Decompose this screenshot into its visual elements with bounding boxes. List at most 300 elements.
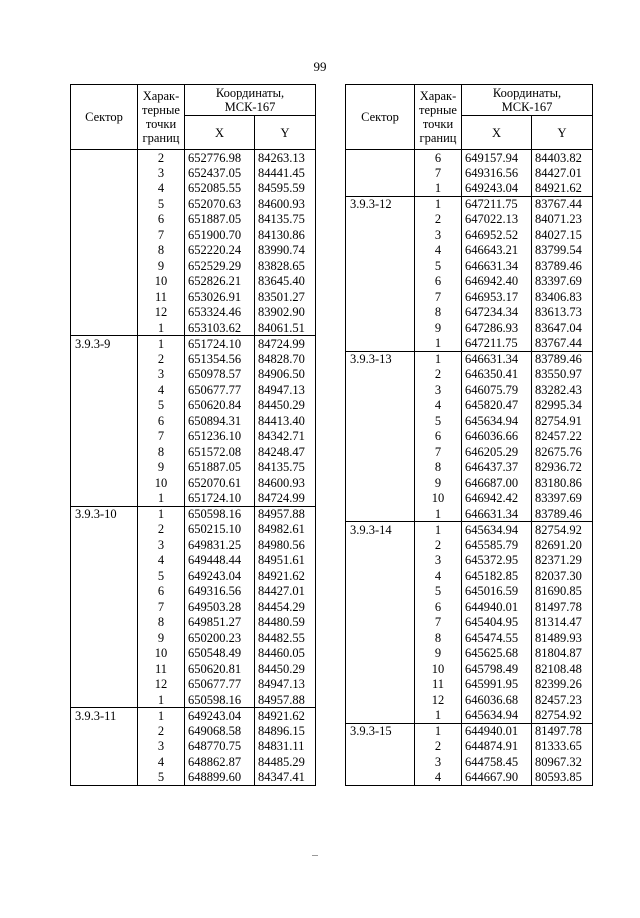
y-coordinate: 82037.30: [532, 568, 593, 584]
y-coordinate: 81489.93: [532, 630, 593, 646]
x-coordinate: 651887.05: [185, 212, 255, 228]
point-number: 1: [415, 708, 462, 724]
x-coordinate: 645625.68: [462, 646, 532, 662]
sector-cell: [71, 305, 138, 321]
table-row: [71, 506, 316, 522]
table-row: [71, 754, 316, 770]
y-coordinate: 84921.62: [532, 181, 593, 197]
table-row: [71, 165, 316, 181]
x-coordinate: 646205.29: [462, 444, 532, 460]
y-coordinate: 84263.13: [255, 150, 316, 166]
point-number: 6: [138, 413, 185, 429]
y-coordinate: 83550.97: [532, 367, 593, 383]
sector-cell: [346, 413, 415, 429]
y-coordinate: 84828.70: [255, 351, 316, 367]
table-row: [71, 661, 316, 677]
sector-cell: [71, 770, 138, 786]
x-coordinate: 652826.21: [185, 274, 255, 290]
sector-cell: [346, 165, 415, 181]
point-number: 8: [415, 630, 462, 646]
sector-cell: [346, 692, 415, 708]
point-number: 1: [415, 522, 462, 538]
table-row: [346, 398, 593, 414]
x-coordinate: 647234.34: [462, 305, 532, 321]
point-number: 1: [138, 491, 185, 507]
header-points: Харак- терные точки границ: [138, 85, 185, 150]
sector-cell: [71, 258, 138, 274]
x-coordinate: 644874.91: [462, 739, 532, 755]
y-coordinate: 84427.01: [532, 165, 593, 181]
x-coordinate: 651354.56: [185, 351, 255, 367]
point-number: 1: [415, 336, 462, 352]
x-coordinate: 649448.44: [185, 553, 255, 569]
x-coordinate: 650677.77: [185, 382, 255, 398]
sector-cell: [346, 506, 415, 522]
table-row: [346, 739, 593, 755]
y-coordinate: 84071.23: [532, 212, 593, 228]
y-coordinate: 82108.48: [532, 661, 593, 677]
sector-cell: 3.9.3-12: [346, 196, 415, 212]
sector-cell: [71, 398, 138, 414]
point-number: 1: [138, 692, 185, 708]
y-coordinate: 84921.62: [255, 568, 316, 584]
x-coordinate: 650200.23: [185, 630, 255, 646]
table-row: [71, 243, 316, 259]
x-coordinate: 646350.41: [462, 367, 532, 383]
y-coordinate: 84347.41: [255, 770, 316, 786]
sector-cell: [346, 537, 415, 553]
y-coordinate: 83397.69: [532, 274, 593, 290]
page-mark: [312, 855, 318, 856]
x-coordinate: 651900.70: [185, 227, 255, 243]
sector-cell: [71, 599, 138, 615]
y-coordinate: 83990.74: [255, 243, 316, 259]
point-number: 8: [138, 615, 185, 631]
y-coordinate: 84957.88: [255, 506, 316, 522]
table-row: [71, 181, 316, 197]
y-coordinate: 84450.29: [255, 661, 316, 677]
point-number: 4: [415, 398, 462, 414]
y-coordinate: 80593.85: [532, 770, 593, 786]
y-coordinate: 84027.15: [532, 227, 593, 243]
x-coordinate: 650620.84: [185, 398, 255, 414]
x-coordinate: 652070.61: [185, 475, 255, 491]
x-coordinate: 650598.16: [185, 506, 255, 522]
point-number: 6: [138, 584, 185, 600]
table-row: [71, 444, 316, 460]
x-coordinate: 647211.75: [462, 196, 532, 212]
coordinates-table-left: [70, 84, 316, 786]
y-coordinate: 83406.83: [532, 289, 593, 305]
table-row: [346, 351, 593, 367]
table-row: [346, 274, 593, 290]
sector-cell: [71, 630, 138, 646]
y-coordinate: 83789.46: [532, 351, 593, 367]
point-number: 9: [138, 460, 185, 476]
sector-cell: [346, 677, 415, 693]
point-number: 8: [138, 444, 185, 460]
y-coordinate: 80967.32: [532, 754, 593, 770]
y-coordinate: 83180.86: [532, 475, 593, 491]
table-row: [71, 708, 316, 724]
y-coordinate: 84947.13: [255, 677, 316, 693]
x-coordinate: 647211.75: [462, 336, 532, 352]
point-number: 4: [138, 181, 185, 197]
sector-cell: [71, 491, 138, 507]
y-coordinate: 82399.26: [532, 677, 593, 693]
y-coordinate: 83282.43: [532, 382, 593, 398]
point-number: 7: [138, 429, 185, 445]
sector-cell: [346, 630, 415, 646]
table-row: [71, 537, 316, 553]
y-coordinate: 84600.93: [255, 475, 316, 491]
point-number: 4: [415, 568, 462, 584]
y-coordinate: 84982.61: [255, 522, 316, 538]
point-number: 7: [138, 599, 185, 615]
sector-cell: [346, 599, 415, 615]
y-coordinate: 84403.82: [532, 150, 593, 166]
table-row: [346, 258, 593, 274]
y-coordinate: 81333.65: [532, 739, 593, 755]
table-row: [71, 475, 316, 491]
sector-cell: [346, 274, 415, 290]
table-row: [346, 289, 593, 305]
table-row: [346, 413, 593, 429]
x-coordinate: 646075.79: [462, 382, 532, 398]
point-number: 1: [138, 320, 185, 336]
y-coordinate: 81497.78: [532, 599, 593, 615]
point-number: 12: [415, 692, 462, 708]
x-coordinate: 646036.66: [462, 429, 532, 445]
point-number: 2: [415, 739, 462, 755]
point-number: 9: [138, 258, 185, 274]
x-coordinate: 652070.63: [185, 196, 255, 212]
table-row: [346, 599, 593, 615]
x-coordinate: 649316.56: [462, 165, 532, 181]
point-number: 4: [138, 754, 185, 770]
point-number: 12: [138, 305, 185, 321]
sector-cell: [346, 227, 415, 243]
point-number: 7: [138, 227, 185, 243]
x-coordinate: 645634.94: [462, 708, 532, 724]
sector-cell: [346, 181, 415, 197]
x-coordinate: 651724.10: [185, 491, 255, 507]
y-coordinate: 84450.29: [255, 398, 316, 414]
point-number: 3: [415, 227, 462, 243]
x-coordinate: 649068.58: [185, 723, 255, 739]
x-coordinate: 645372.95: [462, 553, 532, 569]
sector-cell: [346, 770, 415, 786]
x-coordinate: 652085.55: [185, 181, 255, 197]
sector-cell: [346, 444, 415, 460]
sector-cell: [346, 615, 415, 631]
table-row: [346, 770, 593, 786]
sector-cell: [346, 398, 415, 414]
table-row: [346, 646, 593, 662]
sector-cell: [71, 165, 138, 181]
sector-cell: [71, 553, 138, 569]
x-coordinate: 645820.47: [462, 398, 532, 414]
header-points: Харак- терные точки границ: [415, 85, 462, 150]
table-row: [346, 506, 593, 522]
point-number: 3: [415, 754, 462, 770]
y-coordinate: 84831.11: [255, 739, 316, 755]
x-coordinate: 647286.93: [462, 320, 532, 336]
table-row: [71, 413, 316, 429]
x-coordinate: 650978.57: [185, 367, 255, 383]
sector-cell: [71, 181, 138, 197]
header-x: X: [185, 116, 255, 150]
sector-cell: [71, 615, 138, 631]
y-coordinate: 82936.72: [532, 460, 593, 476]
table-row: [346, 553, 593, 569]
point-number: 7: [415, 289, 462, 305]
sector-cell: [346, 491, 415, 507]
sector-cell: 3.9.3-11: [71, 708, 138, 724]
point-number: 10: [138, 274, 185, 290]
table-row: [346, 429, 593, 445]
point-number: 10: [138, 475, 185, 491]
x-coordinate: 650215.10: [185, 522, 255, 538]
sector-cell: [71, 692, 138, 708]
x-coordinate: 650620.81: [185, 661, 255, 677]
x-coordinate: 645016.59: [462, 584, 532, 600]
table-row: [71, 367, 316, 383]
header-y: Y: [255, 116, 316, 150]
x-coordinate: 649243.04: [185, 568, 255, 584]
x-coordinate: 650894.31: [185, 413, 255, 429]
point-number: 3: [138, 165, 185, 181]
y-coordinate: 84441.45: [255, 165, 316, 181]
table-row: [71, 677, 316, 693]
table-row: [71, 692, 316, 708]
point-number: 3: [138, 537, 185, 553]
y-coordinate: 82457.23: [532, 692, 593, 708]
header-sector: Сектор: [71, 85, 138, 150]
table-row: [71, 305, 316, 321]
sector-cell: [346, 336, 415, 352]
x-coordinate: 652529.29: [185, 258, 255, 274]
point-number: 2: [138, 522, 185, 538]
sector-cell: [346, 150, 415, 166]
point-number: 5: [138, 568, 185, 584]
sector-cell: [71, 320, 138, 336]
sector-cell: [71, 367, 138, 383]
table-row: [71, 584, 316, 600]
header-x: X: [462, 116, 532, 150]
sector-cell: [346, 553, 415, 569]
table-row: [346, 243, 593, 259]
table-row: [71, 770, 316, 786]
sector-cell: [71, 584, 138, 600]
table-row: [346, 537, 593, 553]
x-coordinate: 647022.13: [462, 212, 532, 228]
y-coordinate: 82675.76: [532, 444, 593, 460]
sector-cell: [71, 739, 138, 755]
x-coordinate: 652437.05: [185, 165, 255, 181]
x-coordinate: 646942.40: [462, 274, 532, 290]
x-coordinate: 648770.75: [185, 739, 255, 755]
coordinates-table-right: [345, 84, 593, 786]
y-coordinate: 84248.47: [255, 444, 316, 460]
y-coordinate: 83789.46: [532, 258, 593, 274]
x-coordinate: 650548.49: [185, 646, 255, 662]
point-number: 10: [415, 491, 462, 507]
x-coordinate: 649243.04: [462, 181, 532, 197]
point-number: 7: [415, 444, 462, 460]
x-coordinate: 645798.49: [462, 661, 532, 677]
point-number: 6: [138, 212, 185, 228]
x-coordinate: 651236.10: [185, 429, 255, 445]
table-row: [71, 196, 316, 212]
table-row: [71, 491, 316, 507]
table-row: [346, 382, 593, 398]
point-number: 1: [138, 708, 185, 724]
sector-cell: [71, 444, 138, 460]
x-coordinate: 644667.90: [462, 770, 532, 786]
x-coordinate: 649503.28: [185, 599, 255, 615]
x-coordinate: 653026.91: [185, 289, 255, 305]
x-coordinate: 646437.37: [462, 460, 532, 476]
y-coordinate: 84485.29: [255, 754, 316, 770]
x-coordinate: 646631.34: [462, 258, 532, 274]
x-coordinate: 652220.24: [185, 243, 255, 259]
point-number: 6: [415, 150, 462, 166]
x-coordinate: 649316.56: [185, 584, 255, 600]
point-number: 9: [415, 475, 462, 491]
sector-cell: [71, 661, 138, 677]
x-coordinate: 644758.45: [462, 754, 532, 770]
y-coordinate: 83647.04: [532, 320, 593, 336]
table-row: [346, 305, 593, 321]
point-number: 3: [415, 553, 462, 569]
x-coordinate: 645634.94: [462, 413, 532, 429]
table-row: [71, 258, 316, 274]
table-row: [346, 444, 593, 460]
x-coordinate: 650677.77: [185, 677, 255, 693]
table-row: [346, 227, 593, 243]
sector-cell: [346, 258, 415, 274]
y-coordinate: 81497.78: [532, 723, 593, 739]
table-row: [346, 708, 593, 724]
table-row: [71, 630, 316, 646]
point-number: 8: [138, 243, 185, 259]
x-coordinate: 651572.08: [185, 444, 255, 460]
table-row: [346, 460, 593, 476]
y-coordinate: 84482.55: [255, 630, 316, 646]
y-coordinate: 84480.59: [255, 615, 316, 631]
point-number: 2: [415, 537, 462, 553]
sector-cell: [346, 708, 415, 724]
table-row: [346, 150, 593, 166]
point-number: 2: [138, 150, 185, 166]
point-number: 5: [138, 196, 185, 212]
point-number: 10: [138, 646, 185, 662]
x-coordinate: 648862.87: [185, 754, 255, 770]
x-coordinate: 651724.10: [185, 336, 255, 352]
x-coordinate: 646687.00: [462, 475, 532, 491]
x-coordinate: 646643.21: [462, 243, 532, 259]
y-coordinate: 83767.44: [532, 336, 593, 352]
sector-cell: [346, 739, 415, 755]
sector-cell: [71, 475, 138, 491]
y-coordinate: 84595.59: [255, 181, 316, 197]
y-coordinate: 83828.65: [255, 258, 316, 274]
table-row: [346, 584, 593, 600]
table-row: [346, 475, 593, 491]
x-coordinate: 653324.46: [185, 305, 255, 321]
point-number: 4: [138, 382, 185, 398]
point-number: 2: [415, 212, 462, 228]
y-coordinate: 84460.05: [255, 646, 316, 662]
y-coordinate: 84135.75: [255, 460, 316, 476]
header-y: Y: [532, 116, 593, 150]
table-row: [71, 398, 316, 414]
point-number: 11: [415, 677, 462, 693]
sector-cell: [71, 429, 138, 445]
table-row: [346, 692, 593, 708]
y-coordinate: 84980.56: [255, 537, 316, 553]
table-row: [346, 661, 593, 677]
sector-cell: 3.9.3-13: [346, 351, 415, 367]
table-row: [346, 196, 593, 212]
table-row: [71, 274, 316, 290]
table-row: [346, 181, 593, 197]
table-row: [346, 723, 593, 739]
sector-cell: [346, 475, 415, 491]
y-coordinate: 82457.22: [532, 429, 593, 445]
sector-cell: [71, 723, 138, 739]
point-number: 5: [415, 413, 462, 429]
y-coordinate: 84947.13: [255, 382, 316, 398]
point-number: 9: [415, 646, 462, 662]
sector-cell: [71, 274, 138, 290]
sector-cell: [71, 212, 138, 228]
sector-cell: [71, 568, 138, 584]
table-row: [346, 165, 593, 181]
y-coordinate: 83397.69: [532, 491, 593, 507]
point-number: 2: [138, 723, 185, 739]
page-number: 99: [313, 59, 327, 74]
y-coordinate: 83645.40: [255, 274, 316, 290]
point-number: 1: [415, 723, 462, 739]
point-number: 4: [415, 243, 462, 259]
table-row: [71, 289, 316, 305]
table-row: [71, 615, 316, 631]
y-coordinate: 83501.27: [255, 289, 316, 305]
x-coordinate: 649157.94: [462, 150, 532, 166]
sector-cell: [346, 243, 415, 259]
point-number: 8: [415, 460, 462, 476]
y-coordinate: 84061.51: [255, 320, 316, 336]
table-row: [71, 320, 316, 336]
sector-cell: [346, 320, 415, 336]
sector-cell: [71, 243, 138, 259]
x-coordinate: 646952.52: [462, 227, 532, 243]
sector-cell: [346, 460, 415, 476]
sector-cell: 3.9.3-15: [346, 723, 415, 739]
x-coordinate: 651887.05: [185, 460, 255, 476]
point-number: 1: [415, 506, 462, 522]
y-coordinate: 84427.01: [255, 584, 316, 600]
y-coordinate: 83902.90: [255, 305, 316, 321]
sector-cell: [71, 754, 138, 770]
point-number: 4: [138, 553, 185, 569]
y-coordinate: 84896.15: [255, 723, 316, 739]
table-row: [346, 630, 593, 646]
table-row: [71, 351, 316, 367]
y-coordinate: 84921.62: [255, 708, 316, 724]
